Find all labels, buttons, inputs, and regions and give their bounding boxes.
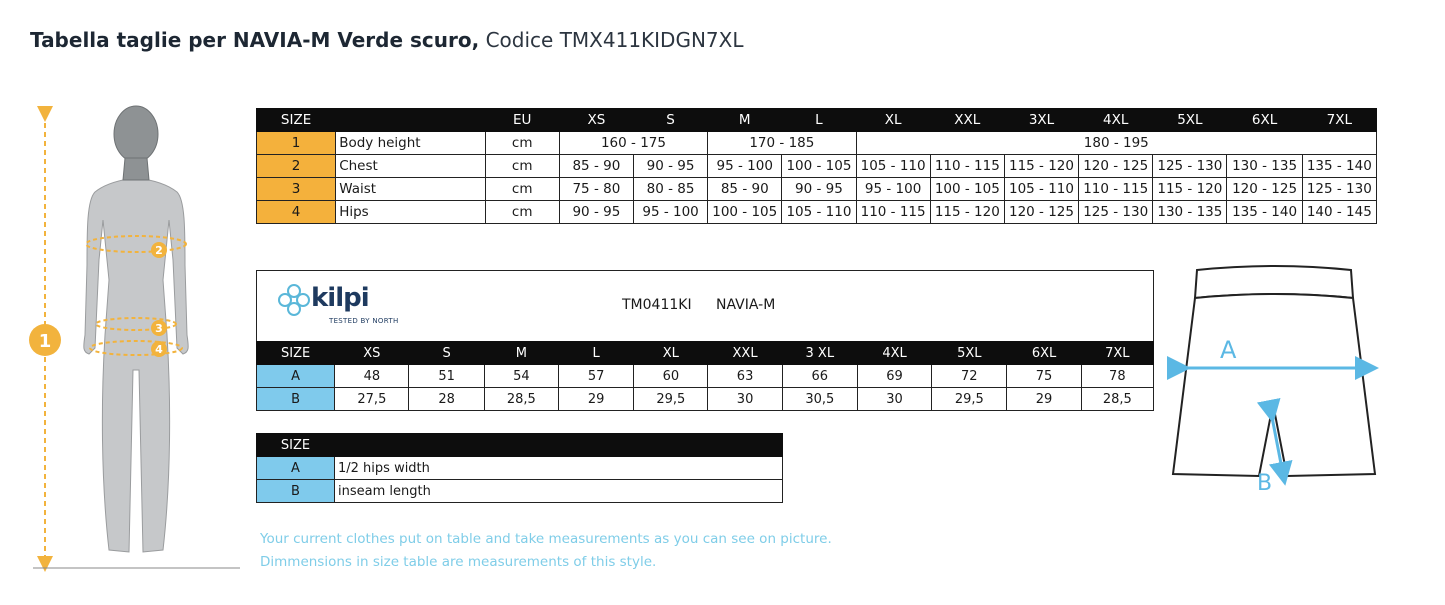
table-cell: 100 - 105 [782, 155, 856, 178]
model-code: TM0411KI [622, 297, 692, 313]
figure-marker-4: 4 [155, 343, 163, 356]
table-cell: 110 - 115 [1079, 178, 1153, 201]
header-cell: SIZE [257, 434, 335, 457]
table-cell: 105 - 110 [1004, 178, 1078, 201]
figure-marker-2: 2 [155, 244, 163, 257]
header-cell: 5XL [932, 342, 1007, 365]
table-cell: 85 - 90 [559, 155, 633, 178]
table-header-row [257, 342, 1154, 365]
table-cell: 29,5 [932, 388, 1007, 411]
unit-cell: cm [485, 178, 559, 201]
shorts-marker-a: A [1220, 336, 1237, 364]
row-number: 3 [257, 178, 336, 201]
table-cell: 30 [857, 388, 931, 411]
table-cell: 51 [409, 365, 484, 388]
table-header-row [257, 434, 783, 457]
header-cell: XL [856, 109, 930, 132]
page-title-code: Codice TMX411KIDGN7XL [485, 28, 744, 52]
table-header-row [257, 109, 1377, 132]
header-cell: XS [559, 109, 633, 132]
header-cell: EU [485, 109, 559, 132]
table-cell: 95 - 100 [708, 155, 782, 178]
shorts-diagram [1165, 262, 1380, 497]
table-cell: 90 - 95 [559, 201, 633, 224]
table-cell: 78 [1081, 365, 1153, 388]
table-row [257, 365, 1154, 388]
model-name: NAVIA-M [716, 297, 776, 313]
table-cell: 105 - 110 [782, 201, 856, 224]
row-label: Waist [336, 178, 485, 201]
header-cell: XXL [708, 342, 782, 365]
header-cell: 5XL [1153, 109, 1227, 132]
header-cell: L [558, 342, 633, 365]
table-cell: 85 - 90 [708, 178, 782, 201]
unit-cell: cm [485, 155, 559, 178]
table-cell: 110 - 115 [856, 201, 930, 224]
table-cell: 100 - 105 [708, 201, 782, 224]
table-cell: 120 - 125 [1227, 178, 1302, 201]
header-cell: 4XL [1079, 109, 1153, 132]
table-cell: 57 [558, 365, 633, 388]
header-cell: M [708, 109, 782, 132]
table-cell: 28,5 [1081, 388, 1153, 411]
table-cell: 135 - 140 [1227, 201, 1302, 224]
table-cell: 27,5 [335, 388, 409, 411]
table-cell: 28,5 [484, 388, 558, 411]
row-label: Chest [336, 155, 485, 178]
header-cell [335, 434, 783, 457]
header-cell: 7XL [1302, 109, 1376, 132]
table-cell: 30 [708, 388, 782, 411]
table-cell: 105 - 110 [856, 155, 930, 178]
table-cell: 54 [484, 365, 558, 388]
table-cell: 100 - 105 [930, 178, 1004, 201]
table-cell: 180 - 195 [856, 132, 1376, 155]
table-cell: 75 - 80 [559, 178, 633, 201]
table-cell: 29 [1007, 388, 1081, 411]
header-cell: XS [335, 342, 409, 365]
header-cell: S [409, 342, 484, 365]
row-label: A [257, 365, 335, 388]
header-cell: SIZE [257, 109, 336, 132]
table-cell: 95 - 100 [856, 178, 930, 201]
unit-cell: cm [485, 132, 559, 155]
table-cell: 69 [857, 365, 931, 388]
row-label: Body height [336, 132, 485, 155]
table-cell: 95 - 100 [633, 201, 707, 224]
table-cell: 125 - 130 [1153, 155, 1227, 178]
shorts-marker-b: B [1257, 471, 1273, 496]
row-label: B [257, 388, 335, 411]
brand-tagline: TESTED BY NORTH [329, 317, 399, 325]
unit-cell: cm [485, 201, 559, 224]
body-measurement-figure [25, 100, 250, 575]
table-cell: 28 [409, 388, 484, 411]
table-cell: 63 [708, 365, 782, 388]
header-cell: SIZE [257, 342, 335, 365]
table-cell: 115 - 120 [1153, 178, 1227, 201]
legend-text: 1/2 hips width [335, 457, 783, 480]
table-cell: 72 [932, 365, 1007, 388]
table-cell: 60 [634, 365, 708, 388]
header-cell: XL [634, 342, 708, 365]
body-size-table [256, 108, 1377, 224]
table-cell: 120 - 125 [1079, 155, 1153, 178]
figure-marker-1: 1 [38, 331, 52, 352]
table-row [257, 155, 1377, 178]
table-cell: 66 [782, 365, 857, 388]
table-cell: 130 - 135 [1153, 201, 1227, 224]
row-number: 1 [257, 132, 336, 155]
table-cell: 120 - 125 [1004, 201, 1078, 224]
table-cell: 170 - 185 [708, 132, 856, 155]
table-cell: 30,5 [782, 388, 857, 411]
table-row [257, 480, 783, 503]
table-cell: 90 - 95 [633, 155, 707, 178]
table-cell: 115 - 120 [1004, 155, 1078, 178]
measurement-legend-table [256, 433, 783, 503]
row-label: B [257, 480, 335, 503]
table-cell: 125 - 130 [1079, 201, 1153, 224]
header-cell: 7XL [1081, 342, 1153, 365]
table-cell: 29,5 [634, 388, 708, 411]
product-header-box [256, 270, 1154, 341]
table-row [257, 457, 783, 480]
table-cell: 48 [335, 365, 409, 388]
table-cell: 135 - 140 [1302, 155, 1376, 178]
note-line: Your current clothes put on table and take measurements as you can see on picture. [260, 531, 832, 547]
table-row [257, 201, 1377, 224]
table-row [257, 388, 1154, 411]
figure-marker-3: 3 [155, 322, 163, 335]
page-title-bold: Tabella taglie per NAVIA-M Verde scuro, [30, 28, 480, 52]
header-cell: 6XL [1227, 109, 1302, 132]
row-number: 4 [257, 201, 336, 224]
row-label: A [257, 457, 335, 480]
table-cell: 130 - 135 [1227, 155, 1302, 178]
table-cell: 160 - 175 [559, 132, 707, 155]
header-cell: 6XL [1007, 342, 1081, 365]
header-cell [336, 109, 485, 132]
table-cell: 110 - 115 [930, 155, 1004, 178]
table-cell: 125 - 130 [1302, 178, 1376, 201]
row-label: Hips [336, 201, 485, 224]
table-cell: 140 - 145 [1302, 201, 1376, 224]
header-cell: 4XL [857, 342, 931, 365]
table-row [257, 178, 1377, 201]
table-cell: 90 - 95 [782, 178, 856, 201]
page-title [30, 28, 743, 52]
header-cell: S [633, 109, 707, 132]
model-info [622, 297, 795, 313]
legend-text: inseam length [335, 480, 783, 503]
header-cell: XXL [930, 109, 1004, 132]
table-cell: 29 [558, 388, 633, 411]
brand-logo: kilpi [311, 283, 369, 313]
header-cell: 3XL [1004, 109, 1078, 132]
table-cell: 80 - 85 [633, 178, 707, 201]
table-cell: 75 [1007, 365, 1081, 388]
table-cell: 115 - 120 [930, 201, 1004, 224]
header-cell: L [782, 109, 856, 132]
row-number: 2 [257, 155, 336, 178]
kilpi-knot-icon [277, 283, 311, 317]
garment-size-table [256, 341, 1154, 411]
header-cell: 3 XL [782, 342, 857, 365]
note-line: Dimmensions in size table are measurements of this style. [260, 554, 657, 570]
header-cell: M [484, 342, 558, 365]
table-row [257, 132, 1377, 155]
